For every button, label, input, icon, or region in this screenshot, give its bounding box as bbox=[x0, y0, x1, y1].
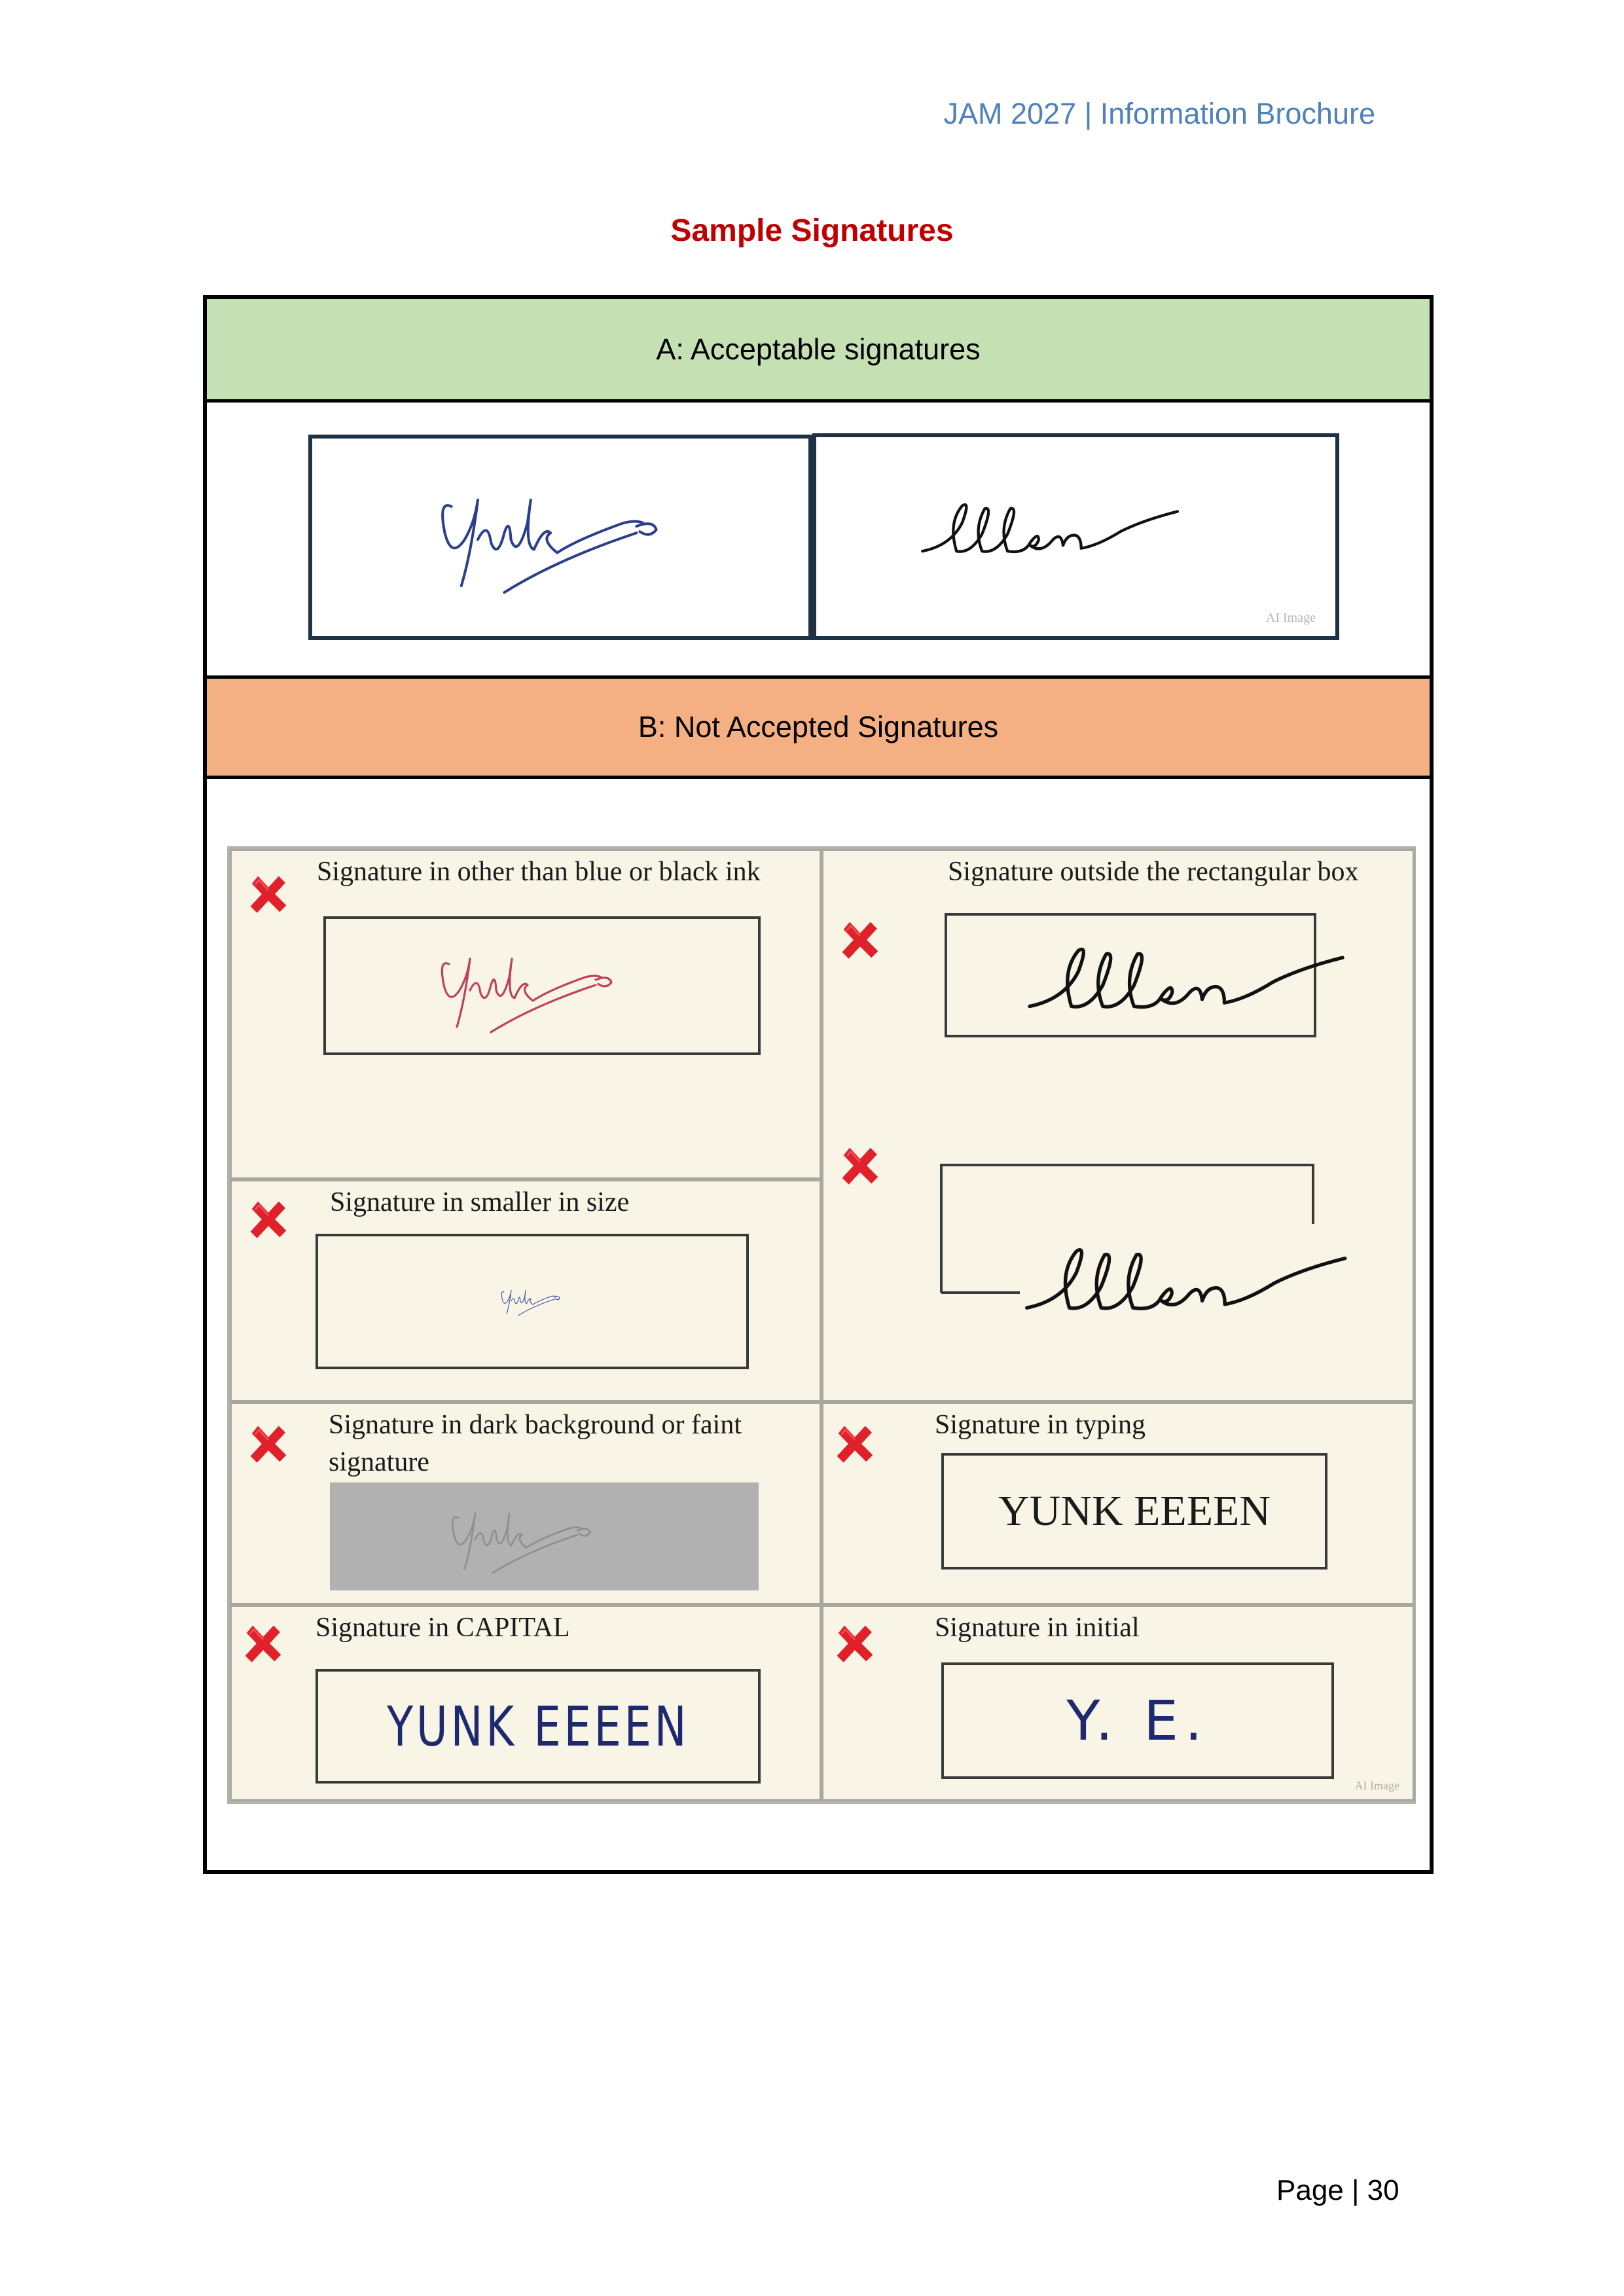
example-too-small bbox=[230, 1179, 821, 1402]
example-outside-box bbox=[821, 849, 1415, 1402]
reject-x-icon bbox=[837, 1142, 884, 1189]
signature-image-yunk bbox=[312, 439, 808, 636]
typed-signature-text: YUNK EEEEN bbox=[998, 1487, 1271, 1535]
document-header: JAM 2027 | Information Brochure bbox=[943, 97, 1375, 130]
reject-x-icon bbox=[245, 870, 292, 918]
acceptable-signatures-label: A: Acceptable signatures bbox=[656, 332, 981, 366]
initials-signature-text: Y. E. bbox=[1066, 1689, 1209, 1753]
reject-x-icon bbox=[831, 1620, 878, 1667]
signature-faint bbox=[441, 1479, 611, 1590]
acceptable-signature-sample-1 bbox=[308, 435, 812, 640]
example-caption: Signature in CAPITAL bbox=[316, 1613, 570, 1643]
example-caption: Signature outside the rectangular box bbox=[948, 857, 1359, 887]
ai-image-watermark: AI Image bbox=[1354, 1779, 1399, 1792]
signature-image-ellen bbox=[816, 437, 1335, 636]
reject-x-icon bbox=[245, 1420, 292, 1467]
signature-overflowing bbox=[1020, 923, 1373, 1034]
reject-x-icon bbox=[831, 1420, 878, 1467]
example-caption: Signature in typing bbox=[935, 1410, 1146, 1440]
not-accepted-signatures-header bbox=[207, 675, 1430, 779]
example-caption: Signature in other than blue or black ink bbox=[317, 857, 761, 887]
not-accepted-signatures-label: B: Not Accepted Signatures bbox=[638, 710, 999, 744]
example-faint-dark-background bbox=[230, 1402, 821, 1605]
signature-samples-table bbox=[203, 295, 1434, 1874]
example-typed bbox=[821, 1402, 1415, 1605]
acceptable-signature-sample-2 bbox=[812, 433, 1339, 640]
signature-small bbox=[497, 1273, 569, 1325]
ai-image-watermark: AI Image bbox=[1265, 611, 1316, 625]
acceptable-signatures-header bbox=[207, 299, 1430, 403]
reject-x-icon bbox=[240, 1620, 287, 1667]
page-number: Page | 30 bbox=[1276, 2174, 1399, 2206]
example-wrong-ink bbox=[230, 849, 821, 1179]
page-title: Sample Signatures bbox=[670, 213, 954, 248]
capital-signature-text: YUNK EEEEN bbox=[386, 1694, 690, 1759]
example-caption: Signature in smaller in size bbox=[330, 1187, 630, 1217]
example-caption: Signature in dark background or faint signature bbox=[329, 1410, 742, 1477]
reject-x-icon bbox=[837, 916, 884, 963]
signature-red-ink bbox=[428, 916, 638, 1054]
signature-outside-box bbox=[1020, 1217, 1373, 1342]
example-capital-letters bbox=[230, 1605, 821, 1801]
example-caption: Signature in initial bbox=[935, 1613, 1140, 1643]
reject-x-icon bbox=[245, 1196, 292, 1243]
rejected-examples-image bbox=[227, 846, 1416, 1804]
example-initials bbox=[821, 1605, 1415, 1801]
